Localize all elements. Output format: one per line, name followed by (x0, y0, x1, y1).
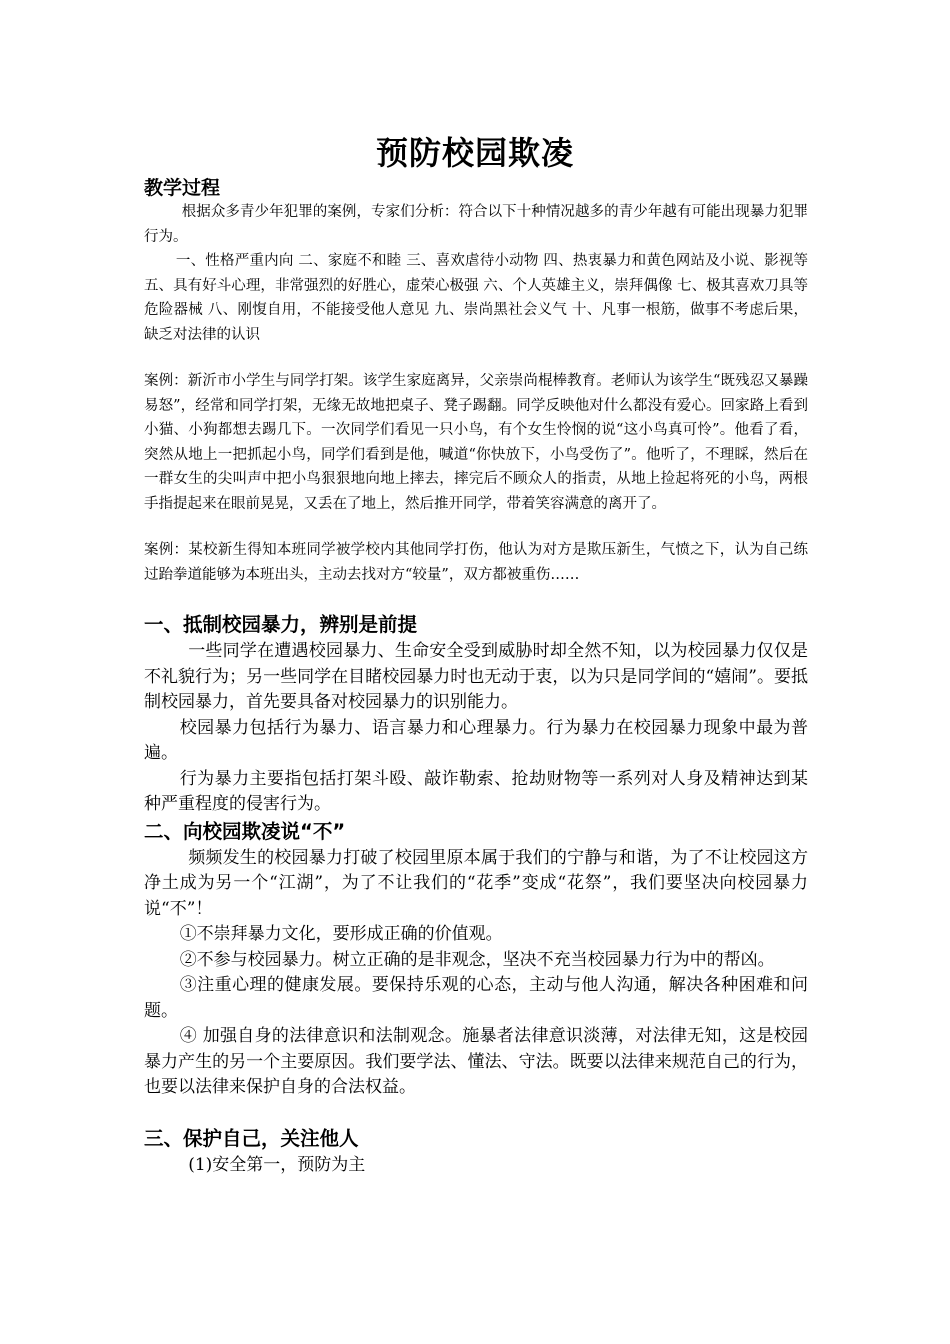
spacer (144, 1101, 808, 1125)
section-2-heading: 二、向校园欺凌说“不” (144, 819, 346, 843)
section-2-item: ③注重心理的健康发展。要保持乐观的心态，主动与他人沟通，解决各种困难和问题。 (144, 975, 808, 1021)
case-study-2: 案例：某校新生得知本班同学被学校内其他同学打伤，他认为对方是欺压新生，气愤之下，认为自己练过跆拳道能够为本班出头，主动去找对方“较量”，双方都被重伤…… (144, 542, 808, 583)
section-1-paragraph: 行为暴力主要指包括打架斗殴、敲诈勒索、抢劫财物等一系列对人身及精神达到某种严重程度的侵害行为。 (144, 768, 808, 814)
risk-factors-list: 一、性格严重内向 二、家庭不和睦 三、喜欢虐待小动物 四、热衷暴力和黄色网站及小说、影视等 五、具有好斗心理，非常强烈的好胜心，虚荣心极强 六、个人英雄主义，崇拜偶像 七、极其喜欢刀具等危险器械 八、刚愎自用，不能接受他人意见 九、崇尚黑社会义气 十、凡事一根筋，做事不考虑后果，缺乏对法律的认识 (144, 253, 808, 343)
page-title: 预防校园欺凌 (375, 134, 574, 172)
section-2-item: ②不参与校园暴力。树立正确的是非观念，坚决不充当校园暴力行为中的帮凶。 (179, 949, 775, 970)
section-1-paragraph: 校园暴力包括行为暴力、语言暴力和心理暴力。行为暴力在校园暴力现象中最为普遍。 (144, 717, 808, 763)
section-3-heading: 三、保护自己，关注他人 (144, 1126, 359, 1150)
case-study-1: 案例：新沂市小学生与同学打架。该学生家庭离异，父亲崇尚棍棒教育。老师认为该学生“既残忍又暴躁易怒”，经常和同学打架，无缘无故地把桌子、凳子踢翻。同学反映他对什么都没有爱心。回家路上看到小猫、小狗都想去踢几下。一次同学们看见一只小鸟，有个女生怜悯的说“这小鸟真可怜”。他看了看，突然从地上一把抓起小鸟，同学们看到是他，喊道“你快放下，小鸟受伤了”。他听了，不理睬，然后在一群女生的尖叫声中把小鸟狠狠地向地上摔去，摔完后不顾众人的指责，从地上捡起将死的小鸟，两根手指提起来在眼前晃晃，又丢在了地上，然后推开同学，带着笑容满意的离开了。 (144, 373, 808, 512)
section-2-item: ①不崇拜暴力文化，要形成正确的价值观。 (179, 924, 503, 944)
section-1-heading: 一、抵制校园暴力，辨别是前提 (144, 613, 418, 636)
teaching-intro: 根据众多青少年犯罪的案例，专家们分析：符合以下十种情况越多的青少年越有可能出现暴力犯罪行为。 (144, 204, 808, 245)
document-body (144, 176, 808, 1178)
section-2-item: ④ 加强自身的法律意识和法制观念。施暴者法律意识淡薄，对法律无知，这是校园暴力产生的另一个主要原因。我们要学法、懂法、守法。既要以法律来规范自己的行为，也要以法律来保护自身的合法权益。 (144, 1026, 808, 1097)
spacer (144, 516, 808, 538)
spacer (144, 347, 808, 369)
spacer (144, 587, 808, 611)
section-2-paragraph: 频频发生的校园暴力打破了校园里原本属于我们的宁静与和谐，为了不让校园这方净土成为另一个“江湖”，为了不让我们的“花季”变成“花祭”，我们要坚决向校园暴力说“不”！ (144, 847, 808, 919)
section-3-item: (1)安全第一，预防为主 (188, 1154, 366, 1175)
teaching-heading: 教学过程 (144, 177, 221, 199)
section-1-paragraph: 一些同学在遭遇校园暴力、生命安全受到威胁时却全然不知，以为校园暴力仅仅是不礼貌行为；另一些同学在目睹校园暴力时也无动于衷，以为只是同学间的“嬉闹”。要抵制校园暴力，首先要具备对校园暴力的识别能力。 (144, 641, 808, 712)
